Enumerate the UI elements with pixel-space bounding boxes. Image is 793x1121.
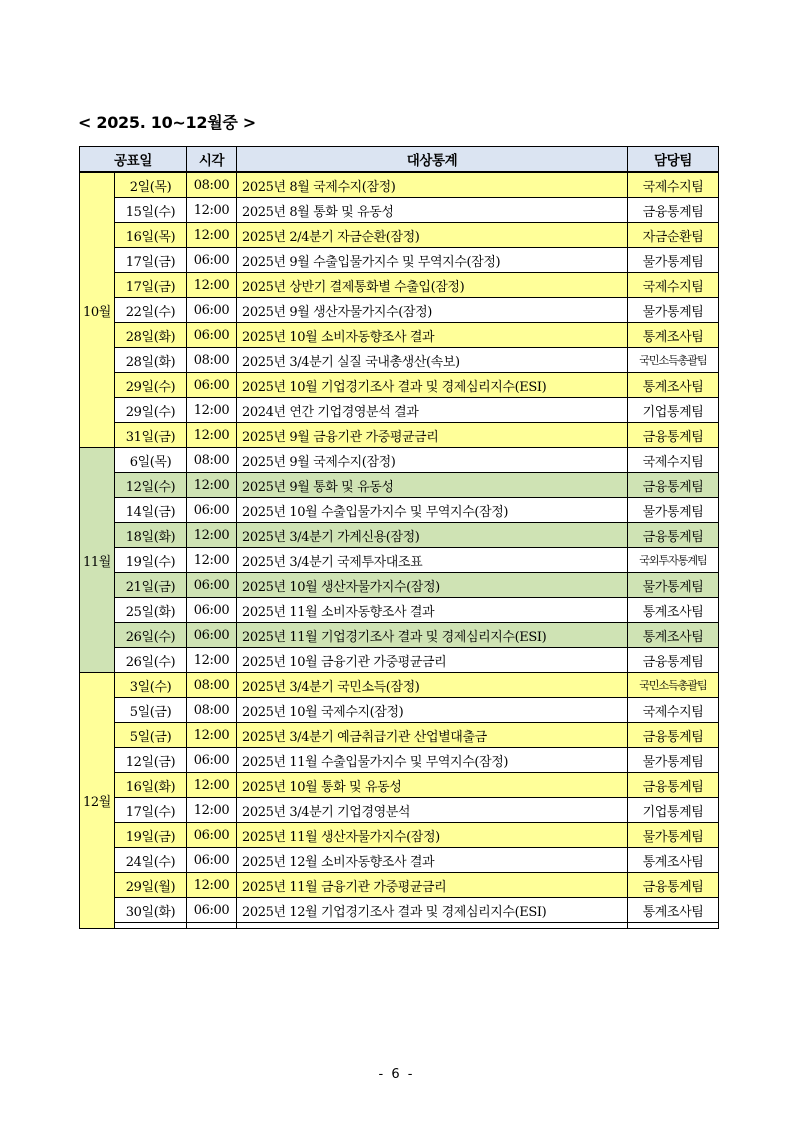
statistic-name: 2025년 11월 생산자물가지수(잠정) [237,823,628,848]
statistic-name: 2025년 3/4분기 기업경영분석 [237,798,628,823]
padding-cell [187,923,237,929]
release-time: 06:00 [187,598,237,623]
table-row [80,223,719,248]
table-row [80,473,719,498]
release-date: 28일(화) [115,348,187,373]
responsible-team: 금융통계팀 [628,873,719,898]
release-time: 12:00 [187,798,237,823]
release-date: 22일(수) [115,298,187,323]
responsible-team: 국제수지팀 [628,273,719,298]
release-time: 12:00 [187,198,237,223]
release-time: 06:00 [187,323,237,348]
statistic-name: 2025년 3/4분기 가계신용(잠정) [237,523,628,548]
release-time: 06:00 [187,848,237,873]
header-time: 시각 [187,147,237,173]
month-label: 10월 [80,172,115,448]
header-team: 담당팀 [628,147,719,173]
release-date: 12일(금) [115,748,187,773]
table-row [80,198,719,223]
release-date: 14일(금) [115,498,187,523]
release-date: 5일(금) [115,698,187,723]
release-time: 06:00 [187,898,237,923]
responsible-team: 통계조사팀 [628,373,719,398]
release-time: 12:00 [187,773,237,798]
responsible-team: 국외투자통계팀 [628,548,719,573]
statistic-name: 2025년 10월 통화 및 유동성 [237,773,628,798]
release-time: 08:00 [187,673,237,698]
release-date: 29일(수) [115,373,187,398]
release-date: 6일(목) [115,448,187,473]
release-time: 08:00 [187,348,237,373]
table-row [80,873,719,898]
statistic-name: 2025년 10월 생산자물가지수(잠정) [237,573,628,598]
statistic-name: 2025년 10월 국제수지(잠정) [237,698,628,723]
table-row [80,898,719,923]
responsible-team: 금융통계팀 [628,523,719,548]
responsible-team: 금융통계팀 [628,648,719,673]
table-row [80,648,719,673]
statistic-name: 2025년 12월 기업경기조사 결과 및 경제심리지수(ESI) [237,898,628,923]
table-row [80,398,719,423]
table-row [80,598,719,623]
responsible-team: 물가통계팀 [628,573,719,598]
release-time: 06:00 [187,498,237,523]
responsible-team: 통계조사팀 [628,898,719,923]
release-time: 12:00 [187,523,237,548]
statistic-name: 2025년 9월 금융기관 가중평균금리 [237,423,628,448]
statistic-name: 2024년 연간 기업경영분석 결과 [237,398,628,423]
release-date: 16일(목) [115,223,187,248]
table-row [80,673,719,698]
responsible-team: 기업통계팀 [628,798,719,823]
release-schedule-table [79,146,719,929]
responsible-team: 통계조사팀 [628,848,719,873]
statistic-name: 2025년 2/4분기 자금순환(잠정) [237,223,628,248]
statistic-name: 2025년 9월 수출입물가지수 및 무역지수(잠정) [237,248,628,273]
release-date: 2일(목) [115,172,187,198]
responsible-team: 금융통계팀 [628,473,719,498]
table-row [80,698,719,723]
release-time: 12:00 [187,473,237,498]
release-date: 17일(금) [115,248,187,273]
responsible-team: 통계조사팀 [628,323,719,348]
table-row [80,348,719,373]
table-row [80,298,719,323]
release-time: 06:00 [187,573,237,598]
table-body [80,172,719,929]
release-date: 30일(화) [115,898,187,923]
responsible-team: 금융통계팀 [628,198,719,223]
statistic-name: 2025년 11월 기업경기조사 결과 및 경제심리지수(ESI) [237,623,628,648]
statistic-name: 2025년 3/4분기 실질 국내총생산(속보) [237,348,628,373]
release-date: 19일(수) [115,548,187,573]
responsible-team: 국제수지팀 [628,172,719,198]
padding-cell [628,923,719,929]
release-time: 06:00 [187,248,237,273]
statistic-name: 2025년 10월 기업경기조사 결과 및 경제심리지수(ESI) [237,373,628,398]
statistic-name: 2025년 9월 생산자물가지수(잠정) [237,298,628,323]
release-time: 06:00 [187,748,237,773]
padding-cell [237,923,628,929]
table-row [80,548,719,573]
table-row [80,848,719,873]
responsible-team: 금융통계팀 [628,723,719,748]
responsible-team: 물가통계팀 [628,748,719,773]
statistic-name: 2025년 상반기 결제통화별 수출입(잠정) [237,273,628,298]
release-date: 17일(수) [115,798,187,823]
release-date: 21일(금) [115,573,187,598]
statistic-name: 2025년 10월 금융기관 가중평균금리 [237,648,628,673]
release-date: 29일(월) [115,873,187,898]
responsible-team: 금융통계팀 [628,773,719,798]
release-time: 12:00 [187,548,237,573]
table-row [80,798,719,823]
responsible-team: 국제수지팀 [628,698,719,723]
release-time: 12:00 [187,648,237,673]
table-row [80,323,719,348]
release-date: 31일(금) [115,423,187,448]
header-statistics: 대상통계 [237,147,628,173]
release-date: 26일(수) [115,623,187,648]
release-date: 15일(수) [115,198,187,223]
responsible-team: 물가통계팀 [628,498,719,523]
table-row [80,823,719,848]
responsible-team: 국민소득총괄팀 [628,348,719,373]
statistic-name: 2025년 11월 금융기관 가중평균금리 [237,873,628,898]
table-row [80,723,719,748]
page-number: - 6 - [378,1067,415,1082]
release-date: 28일(화) [115,323,187,348]
statistic-name: 2025년 8월 통화 및 유동성 [237,198,628,223]
responsible-team: 기업통계팀 [628,398,719,423]
release-date: 25일(화) [115,598,187,623]
responsible-team: 자금순환팀 [628,223,719,248]
responsible-team: 금융통계팀 [628,423,719,448]
section-heading: < 2025. 10~12월중 > [78,113,256,132]
statistic-name: 2025년 10월 수출입물가지수 및 무역지수(잠정) [237,498,628,523]
release-date: 26일(수) [115,648,187,673]
table-row [80,523,719,548]
table-padding-row [80,923,719,929]
statistic-name: 2025년 12월 소비자동향조사 결과 [237,848,628,873]
month-label: 11월 [80,448,115,673]
table-row [80,573,719,598]
responsible-team: 물가통계팀 [628,823,719,848]
statistic-name: 2025년 9월 통화 및 유동성 [237,473,628,498]
release-date: 18일(화) [115,523,187,548]
table-row [80,172,719,198]
table-row [80,248,719,273]
release-time: 06:00 [187,623,237,648]
release-time: 12:00 [187,223,237,248]
table-row [80,498,719,523]
statistic-name: 2025년 8월 국제수지(잠정) [237,172,628,198]
table-row [80,448,719,473]
table-row [80,623,719,648]
release-date: 16일(화) [115,773,187,798]
table-row [80,423,719,448]
padding-cell [115,923,187,929]
statistic-name: 2025년 11월 수출입물가지수 및 무역지수(잠정) [237,748,628,773]
responsible-team: 통계조사팀 [628,598,719,623]
responsible-team: 국민소득총괄팀 [628,673,719,698]
table-row [80,773,719,798]
responsible-team: 통계조사팀 [628,623,719,648]
statistic-name: 2025년 3/4분기 예금취급기관 산업별대출금 [237,723,628,748]
release-date: 5일(금) [115,723,187,748]
statistic-name: 2025년 9월 국제수지(잠정) [237,448,628,473]
release-date: 17일(금) [115,273,187,298]
release-time: 06:00 [187,298,237,323]
release-time: 08:00 [187,448,237,473]
statistic-name: 2025년 10월 소비자동향조사 결과 [237,323,628,348]
table-header-row [80,147,719,173]
release-date: 12일(수) [115,473,187,498]
release-time: 08:00 [187,698,237,723]
responsible-team: 국제수지팀 [628,448,719,473]
statistic-name: 2025년 3/4분기 국민소득(잠정) [237,673,628,698]
release-time: 06:00 [187,823,237,848]
responsible-team: 물가통계팀 [628,248,719,273]
statistic-name: 2025년 3/4분기 국제투자대조표 [237,548,628,573]
release-time: 12:00 [187,873,237,898]
responsible-team: 물가통계팀 [628,298,719,323]
table-row [80,373,719,398]
statistic-name: 2025년 11월 소비자동향조사 결과 [237,598,628,623]
release-time: 08:00 [187,172,237,198]
table-row [80,273,719,298]
release-time: 12:00 [187,423,237,448]
header-date: 공표일 [80,147,187,173]
release-date: 19일(금) [115,823,187,848]
release-date: 29일(수) [115,398,187,423]
table-row [80,748,719,773]
release-time: 12:00 [187,398,237,423]
release-date: 24일(수) [115,848,187,873]
release-date: 3일(수) [115,673,187,698]
month-label: 12월 [80,673,115,929]
release-time: 12:00 [187,723,237,748]
release-time: 12:00 [187,273,237,298]
release-time: 06:00 [187,373,237,398]
